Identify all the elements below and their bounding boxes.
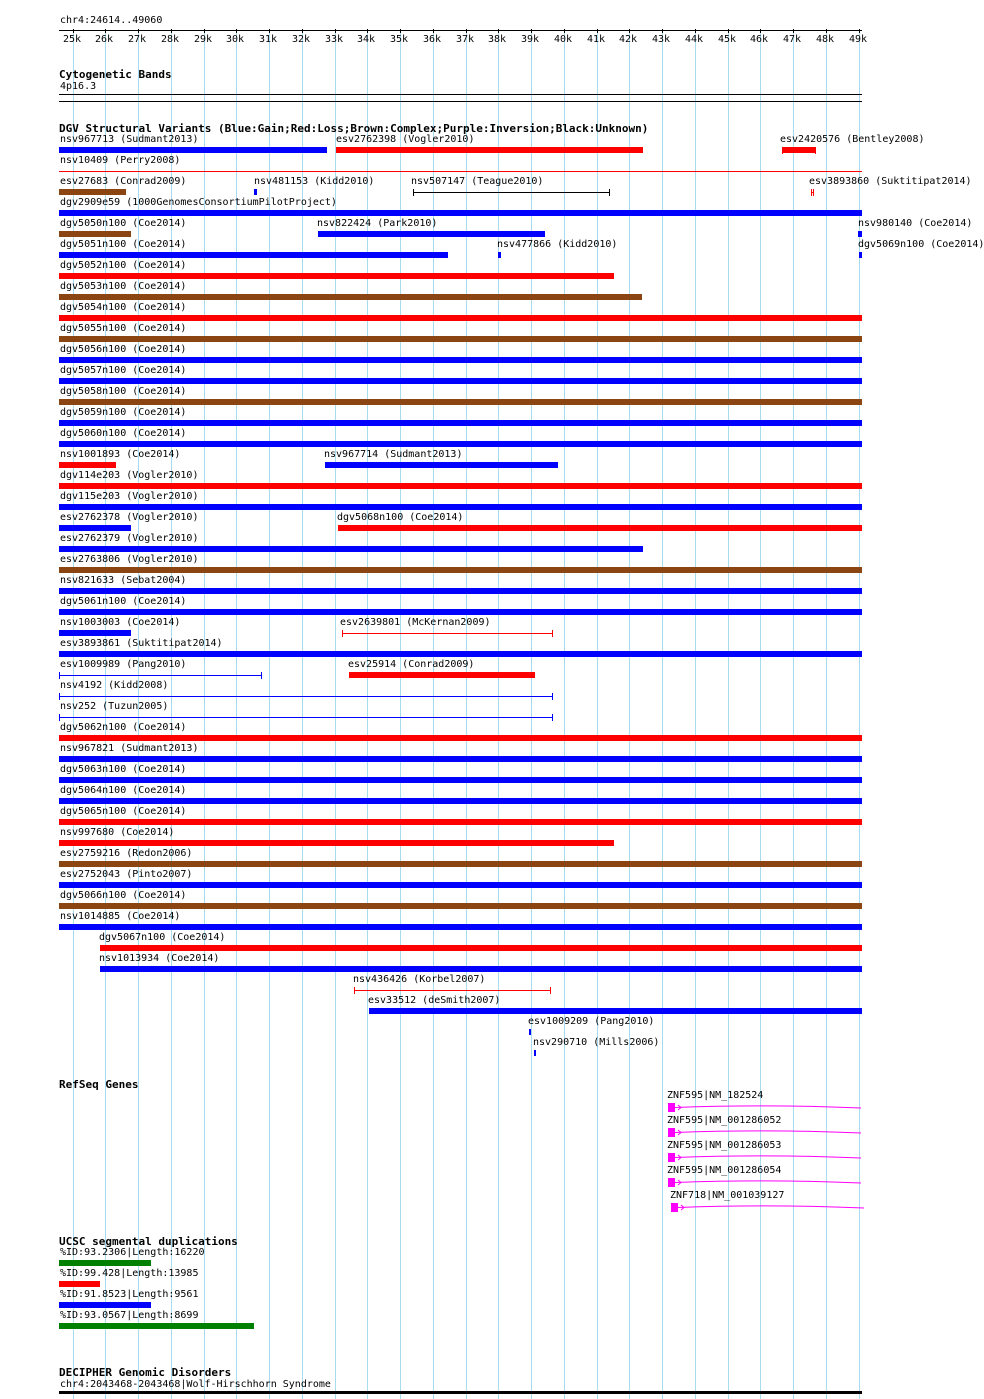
- segdup-item-label[interactable]: %ID:93.0567|Length:8699: [60, 1310, 199, 1321]
- dgv-variant-bar[interactable]: [59, 861, 862, 867]
- dgv-variant-end-cap: [59, 714, 60, 721]
- refseq-gene-exon[interactable]: [668, 1103, 675, 1112]
- dgv-variant-label[interactable]: esv2639801 (McKernan2009): [340, 617, 491, 628]
- refseq-gene-intron-line[interactable]: [675, 1177, 890, 1189]
- cytoband-track-title[interactable]: Cytogenetic Bands: [59, 68, 172, 81]
- dgv-variant-bar[interactable]: [59, 903, 862, 909]
- dgv-variant-bar[interactable]: [59, 882, 862, 888]
- dgv-variant-end-cap: [59, 672, 60, 679]
- dgv-variant-bar[interactable]: [59, 483, 862, 489]
- dgv-variant-label[interactable]: dgv5060n100 (Coe2014): [60, 428, 187, 439]
- segdup-item-bar[interactable]: [59, 1302, 151, 1308]
- refseq-gene-intron-line[interactable]: [675, 1102, 890, 1114]
- dgv-variant-label[interactable]: esv2759216 (Redon2006): [60, 848, 193, 859]
- dgv-variant-end-cap: [552, 693, 553, 700]
- dgv-variant-label[interactable]: nsv967821 (Sudmant2013): [60, 743, 199, 754]
- refseq-gene-intron-line[interactable]: [675, 1152, 890, 1164]
- dgv-variant-bar[interactable]: [59, 567, 862, 573]
- dgv-variant-end-cap: [342, 630, 343, 637]
- position-label: chr4:24614..49060: [60, 15, 163, 26]
- dgv-variant-bar[interactable]: [59, 294, 642, 300]
- ruler-tick-label: 25k: [63, 34, 82, 45]
- dgv-variant-bar[interactable]: [59, 717, 553, 718]
- dgv-variant-label[interactable]: nsv252 (Tuzun2005): [60, 701, 169, 712]
- ruler-tick-label: 31k: [259, 34, 278, 45]
- dgv-variant-end-cap: [609, 189, 610, 196]
- dgv-variant-label[interactable]: esv3893860 (Suktitipat2014): [809, 176, 972, 187]
- dgv-variant-label[interactable]: dgv5056n100 (Coe2014): [60, 344, 187, 355]
- dgv-variant-bar[interactable]: [59, 441, 862, 447]
- refseq-gene-exon[interactable]: [668, 1178, 675, 1187]
- decipher-item-label[interactable]: chr4:2043468-2043468|Wolf-Hirschhorn Syndrome: [60, 1379, 331, 1390]
- dgv-variant-bar[interactable]: [59, 504, 862, 510]
- dgv-variant-bar[interactable]: [342, 633, 553, 634]
- dgv-variant-label[interactable]: esv2762379 (Vogler2010): [60, 533, 199, 544]
- refseq-gene-label[interactable]: ZNF595|NM_182524: [667, 1090, 764, 1101]
- dgv-variant-bar[interactable]: [369, 1008, 862, 1014]
- dgv-variant-label[interactable]: nsv980140 (Coe2014): [858, 218, 973, 229]
- ruler-tick-label: 27k: [128, 34, 147, 45]
- dgv-variant-label[interactable]: nsv1013934 (Coe2014): [99, 953, 220, 964]
- dgv-variant-bar[interactable]: [354, 990, 551, 991]
- refseq-gene-exon[interactable]: [668, 1153, 675, 1162]
- ruler-tick-label: 32k: [292, 34, 311, 45]
- dgv-variant-label[interactable]: esv2763806 (Vogler2010): [60, 554, 199, 565]
- ruler-tick-label: 26k: [95, 34, 114, 45]
- ruler-tick-label: 39k: [521, 34, 540, 45]
- dgv-variant-end-cap: [550, 987, 551, 994]
- refseq-track-title[interactable]: RefSeq Genes: [59, 1078, 139, 1091]
- decipher-track-title[interactable]: DECIPHER Genomic Disorders: [59, 1366, 232, 1379]
- dgv-variant-bar[interactable]: [59, 777, 862, 783]
- segdup-item-label[interactable]: %ID:99.428|Length:13985: [60, 1268, 199, 1279]
- segdup-item-label[interactable]: %ID:93.2306|Length:16220: [60, 1247, 205, 1258]
- dgv-variant-end-cap: [552, 714, 553, 721]
- dgv-variant-label[interactable]: nsv436426 (Korbel2007): [353, 974, 486, 985]
- dgv-variant-label[interactable]: dgv5061n100 (Coe2014): [60, 596, 187, 607]
- dgv-variant-label[interactable]: esv2752043 (Pinto2007): [60, 869, 193, 880]
- ruler-tick-label: 34k: [357, 34, 376, 45]
- dgv-variant-end-cap: [354, 987, 355, 994]
- ruler-tick-label: 38k: [488, 34, 507, 45]
- dgv-variant-bar[interactable]: [59, 588, 862, 594]
- dgv-variant-bar[interactable]: [336, 147, 643, 153]
- ruler-tick-label: 45k: [718, 34, 737, 45]
- dgv-variant-label[interactable]: nsv967714 (Sudmant2013): [324, 449, 463, 460]
- dgv-variant-label[interactable]: dgv5069n100 (Coe2014): [858, 239, 984, 250]
- dgv-variant-bar[interactable]: [59, 630, 131, 636]
- dgv-variant-label[interactable]: esv1009209 (Pang2010): [528, 1016, 655, 1027]
- dgv-variant-label[interactable]: dgv5062n100 (Coe2014): [60, 722, 187, 733]
- dgv-variant-bar[interactable]: [858, 231, 862, 237]
- dgv-variant-label[interactable]: esv33512 (deSmith2007): [368, 995, 501, 1006]
- dgv-variant-bar[interactable]: [529, 1029, 531, 1035]
- dgv-variant-label[interactable]: nsv967713 (Sudmant2013): [60, 134, 199, 145]
- ruler-tick-label: 49k: [849, 34, 868, 45]
- dgv-variant-label[interactable]: esv2762398 (Vogler2010): [336, 134, 475, 145]
- dgv-variant-label[interactable]: dgv5055n100 (Coe2014): [60, 323, 187, 334]
- dgv-variant-bar[interactable]: [59, 189, 126, 195]
- ruler-tick-label: 33k: [325, 34, 344, 45]
- dgv-variant-bar[interactable]: [100, 966, 862, 972]
- refseq-gene-label[interactable]: ZNF595|NM_001286052: [667, 1115, 782, 1126]
- dgv-variant-label[interactable]: dgv5052n100 (Coe2014): [60, 260, 187, 271]
- ruler-tick-label: 29k: [194, 34, 213, 45]
- ruler-tick-label: 30k: [226, 34, 245, 45]
- dgv-variant-label[interactable]: dgv5068n100 (Coe2014): [337, 512, 464, 523]
- segdup-track-title[interactable]: UCSC segmental duplications: [59, 1235, 238, 1248]
- dgv-variant-label[interactable]: nsv1003003 (Coe2014): [60, 617, 181, 628]
- dgv-variant-bar[interactable]: [325, 462, 558, 468]
- dgv-variant-end-cap: [552, 630, 553, 637]
- dgv-variant-bar[interactable]: [254, 189, 257, 195]
- dgv-variant-end-cap: [413, 189, 414, 196]
- dgv-variant-bar[interactable]: [498, 252, 501, 258]
- dgv-variant-label[interactable]: dgv5065n100 (Coe2014): [60, 806, 187, 817]
- dgv-variant-label[interactable]: dgv5050n100 (Coe2014): [60, 218, 187, 229]
- dgv-variant-bar[interactable]: [59, 171, 862, 172]
- dgv-variant-bar[interactable]: [59, 609, 862, 615]
- dgv-variant-label[interactable]: dgv5067n100 (Coe2014): [99, 932, 226, 943]
- dgv-variant-label[interactable]: esv1009989 (Pang2010): [60, 659, 187, 670]
- dgv-variant-bar[interactable]: [59, 819, 862, 825]
- ruler-tick-label: 48k: [816, 34, 835, 45]
- dgv-variant-bar[interactable]: [859, 252, 862, 258]
- refseq-gene-label[interactable]: ZNF718|NM_001039127: [670, 1190, 785, 1201]
- refseq-gene-intron-line[interactable]: [675, 1127, 890, 1139]
- ruler-tick-label: 47k: [783, 34, 802, 45]
- dgv-variant-label[interactable]: esv25914 (Conrad2009): [348, 659, 475, 670]
- segdup-item-bar[interactable]: [59, 1281, 100, 1287]
- ruler-tick-label: 40k: [554, 34, 573, 45]
- dgv-variant-bar[interactable]: [59, 336, 862, 342]
- ruler-tick-label: 43k: [652, 34, 671, 45]
- dgv-variant-label[interactable]: dgv114e203 (Vogler2010): [60, 470, 199, 481]
- dgv-variant-bar[interactable]: [59, 675, 262, 676]
- ruler-tick-label: 41k: [587, 34, 606, 45]
- dgv-variant-label[interactable]: dgv5058n100 (Coe2014): [60, 386, 187, 397]
- dgv-variant-bar[interactable]: [782, 147, 816, 153]
- ruler-tick-label: 37k: [456, 34, 475, 45]
- refseq-gene-label[interactable]: ZNF595|NM_001286053: [667, 1140, 782, 1151]
- dgv-variant-label[interactable]: esv27683 (Conrad2009): [60, 176, 187, 187]
- dgv-variant-label[interactable]: nsv477866 (Kidd2010): [497, 239, 618, 250]
- dgv-variant-label[interactable]: nsv821633 (Sebat2004): [60, 575, 187, 586]
- dgv-variant-label[interactable]: nsv290710 (Mills2006): [533, 1037, 660, 1048]
- dgv-variant-bar[interactable]: [100, 945, 862, 951]
- ruler-tick-label: 44k: [685, 34, 704, 45]
- dgv-variant-label[interactable]: dgv5063n100 (Coe2014): [60, 764, 187, 775]
- dgv-variant-end-cap: [815, 147, 816, 154]
- dgv-variant-label[interactable]: dgv5054n100 (Coe2014): [60, 302, 187, 313]
- dgv-variant-bar[interactable]: [59, 147, 327, 153]
- dgv-variant-label[interactable]: esv2762378 (Vogler2010): [60, 512, 199, 523]
- dgv-variant-label[interactable]: nsv997680 (Coe2014): [60, 827, 175, 838]
- ruler-tick-label: 28k: [161, 34, 180, 45]
- dgv-variant-label[interactable]: dgv2909e59 (1000GenomesConsortiumPilotProject): [60, 197, 337, 208]
- dgv-variant-label[interactable]: dgv5057n100 (Coe2014): [60, 365, 187, 376]
- dgv-variant-bar[interactable]: [59, 756, 862, 762]
- segdup-item-label[interactable]: %ID:91.8523|Length:9561: [60, 1289, 199, 1300]
- dgv-variant-bar[interactable]: [338, 525, 862, 531]
- dgv-variant-bar[interactable]: [59, 273, 614, 279]
- dgv-variant-label[interactable]: nsv1001893 (Coe2014): [60, 449, 181, 460]
- dgv-variant-bar[interactable]: [59, 798, 862, 804]
- segdup-item-bar[interactable]: [59, 1260, 151, 1266]
- dgv-variant-label[interactable]: esv2420576 (Bentley2008): [780, 134, 925, 145]
- dgv-variant-bar[interactable]: [59, 399, 862, 405]
- ruler-tick-label: 36k: [423, 34, 442, 45]
- dgv-variant-label[interactable]: nsv822424 (Park2010): [317, 218, 438, 229]
- dgv-variant-bar[interactable]: [59, 651, 862, 657]
- dgv-variant-label[interactable]: dgv5053n100 (Coe2014): [60, 281, 187, 292]
- dgv-variant-bar[interactable]: [59, 840, 614, 846]
- dgv-variant-label[interactable]: nsv481153 (Kidd2010): [254, 176, 375, 187]
- dgv-variant-label[interactable]: nsv1014885 (Coe2014): [60, 911, 181, 922]
- dgv-variant-bar[interactable]: [534, 1050, 536, 1056]
- dgv-variant-bar[interactable]: [59, 546, 643, 552]
- dgv-variant-bar[interactable]: [59, 210, 862, 216]
- dgv-variant-label[interactable]: nsv10409 (Perry2008): [60, 155, 181, 166]
- dgv-variant-bar[interactable]: [59, 378, 862, 384]
- dgv-variant-label[interactable]: dgv5051n100 (Coe2014): [60, 239, 187, 250]
- refseq-gene-label[interactable]: ZNF595|NM_001286054: [667, 1165, 782, 1176]
- dgv-variant-label[interactable]: esv3893861 (Suktitipat2014): [60, 638, 223, 649]
- dgv-variant-end-cap: [782, 147, 783, 154]
- dgv-variant-end-cap: [813, 189, 814, 196]
- dgv-variant-label[interactable]: dgv5066n100 (Coe2014): [60, 890, 187, 901]
- dgv-variant-end-cap: [811, 189, 812, 196]
- dgv-variant-bar[interactable]: [413, 192, 610, 193]
- dgv-variant-label[interactable]: dgv5064n100 (Coe2014): [60, 785, 187, 796]
- dgv-variant-bar[interactable]: [59, 696, 553, 697]
- ruler-tick-label: 35k: [390, 34, 409, 45]
- dgv-variant-label[interactable]: dgv115e203 (Vogler2010): [60, 491, 199, 502]
- cytoband-label[interactable]: 4p16.3: [60, 81, 97, 92]
- refseq-gene-intron-line[interactable]: [678, 1202, 890, 1214]
- dgv-variant-bar[interactable]: [59, 525, 131, 531]
- ruler-tick-label: 42k: [619, 34, 638, 45]
- dgv-variant-bar[interactable]: [59, 735, 862, 741]
- segdup-item-bar[interactable]: [59, 1323, 254, 1329]
- dgv-variant-bar[interactable]: [349, 672, 535, 678]
- dgv-variant-bar[interactable]: [59, 357, 862, 363]
- dgv-variant-label[interactable]: nsv507147 (Teague2010): [411, 176, 544, 187]
- dgv-variant-bar[interactable]: [59, 231, 131, 237]
- dgv-variant-bar[interactable]: [59, 315, 862, 321]
- dgv-variant-bar[interactable]: [59, 420, 862, 426]
- refseq-gene-exon[interactable]: [668, 1128, 675, 1137]
- dgv-variant-label[interactable]: dgv5059n100 (Coe2014): [60, 407, 187, 418]
- dgv-variant-end-cap: [261, 672, 262, 679]
- ruler-tick-label: 46k: [750, 34, 769, 45]
- dgv-track-title[interactable]: DGV Structural Variants (Blue:Gain;Red:Loss;Brown:Complex;Purple:Inversion;Black:Unknown): [59, 122, 649, 135]
- dgv-variant-bar[interactable]: [318, 231, 545, 237]
- dgv-variant-bar[interactable]: [59, 462, 116, 468]
- dgv-variant-label[interactable]: nsv4192 (Kidd2008): [60, 680, 169, 691]
- dgv-variant-bar[interactable]: [59, 924, 862, 930]
- refseq-gene-exon[interactable]: [671, 1203, 678, 1212]
- dgv-variant-bar[interactable]: [59, 252, 448, 258]
- dgv-variant-end-cap: [59, 693, 60, 700]
